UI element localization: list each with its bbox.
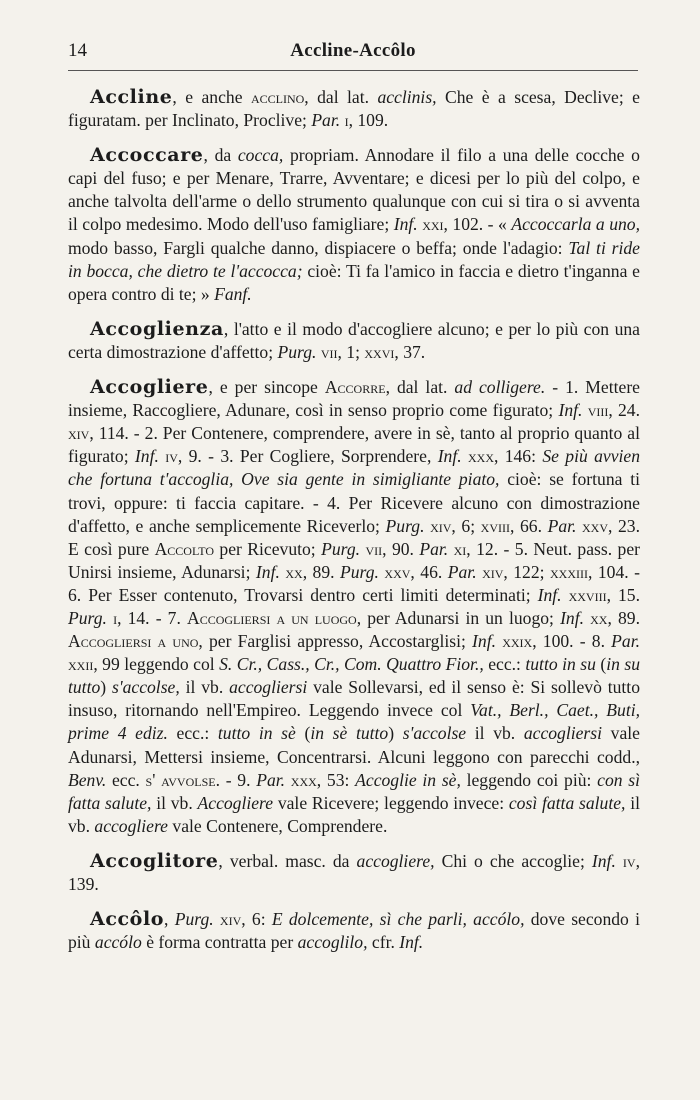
small-caps-text: i <box>113 607 118 628</box>
entry-text: cioè: Ti fa l'amico in faccia e dietro t'inganna e opera contro di te; » <box>68 260 640 304</box>
entry-text: , 109. <box>348 110 389 131</box>
entry-text: per Ricevuto; <box>213 538 322 559</box>
entry-headword: Accoglitore <box>90 849 219 872</box>
entry-text: , 24. <box>608 400 640 421</box>
italic-text: E dolcemente, sì che parli, accólo, <box>271 909 525 930</box>
small-caps-text: Accogliersi a un luogo <box>186 607 357 628</box>
entry-text: , 15. <box>606 584 640 605</box>
italic-text: Par. <box>256 769 286 790</box>
entry-text: Chi o che accoglie; <box>434 850 592 871</box>
italic-text: Se più avvien che fortuna t'accoglia, Ove sia gente in simigliante piato, <box>68 446 641 490</box>
entry-headword: Accoccare <box>90 144 204 167</box>
small-caps-text: acclino <box>250 87 305 107</box>
small-caps-text: xxvi <box>364 341 395 362</box>
small-caps-text: xiv <box>482 561 504 582</box>
italic-text: Par. <box>611 631 641 652</box>
italic-text: Inf. <box>537 584 562 605</box>
entry-text: , 14. - 7. <box>117 607 187 628</box>
italic-text: accólo <box>94 932 142 953</box>
entry-text: , 23. E così pure <box>68 515 640 559</box>
entry-text: , 9. - 3. Per Cogliere, Sorprendere, <box>177 446 438 467</box>
italic-text: Par. <box>419 538 449 559</box>
entry-text: , 100. - 8. <box>532 631 612 652</box>
italic-text: Purg. <box>385 515 425 536</box>
small-caps-text: xxv <box>582 515 609 536</box>
italic-text: S. Cr., Cass., Cr., Com. Quattro Fior., <box>219 654 484 675</box>
italic-text: Inf. <box>558 400 583 421</box>
entry-text: , 6; <box>451 515 481 536</box>
italic-text: tutto in sè <box>217 723 296 744</box>
entry-text: cioè: se fortuna ti trovi, oppure: ti faccia capitare. - 4. Per Ricevere alcuno con dimostrazione d'affetto, e anche semplicemente Riceverlo; <box>68 469 640 536</box>
dictionary-entry <box>68 850 640 896</box>
entry-headword: Accogliere <box>90 376 209 399</box>
italic-text: Accoglie in sè, <box>355 769 461 790</box>
entry-text: , 99 leggendo col <box>93 654 220 675</box>
entry-text: ecc.: <box>483 654 526 675</box>
entry-text: vale Contenere, Comprendere. <box>168 815 388 836</box>
entry-text: il vb. <box>179 677 230 698</box>
small-caps-text: xxxiii <box>550 561 589 582</box>
italic-text: accogliere, <box>356 850 435 871</box>
italic-text: Inf. <box>591 850 616 871</box>
italic-text: Accogliere <box>197 792 274 813</box>
italic-text: Par. <box>311 110 341 131</box>
small-caps-text: xxii <box>68 654 94 675</box>
small-caps-text: xx <box>590 607 608 628</box>
entry-text: il vb. <box>151 792 198 813</box>
entry-text: , verbal. masc. da <box>218 850 357 871</box>
italic-text: in sè tutto <box>310 723 389 744</box>
italic-text: Purg. <box>340 561 379 582</box>
entry-text: vale Adunarsi, Mettersi insieme, Concentrarsi. Alcuni leggono con parecchi codd., <box>68 723 640 767</box>
italic-text: Inf. <box>472 631 496 652</box>
entry-text: , 66. <box>510 515 548 536</box>
page-number: 14 <box>68 40 87 61</box>
entry-text: , 139. <box>68 850 640 894</box>
italic-text: Purg. <box>68 607 107 628</box>
small-caps-text: xxviii <box>568 584 607 605</box>
italic-text: Inf. <box>134 446 159 467</box>
small-caps-text: viii <box>587 400 609 421</box>
entry-text: ( <box>595 654 607 675</box>
entry-headword: Accline <box>90 86 173 108</box>
italic-text: s'accolse, <box>111 677 180 698</box>
entry-text: vale Ricevere; leggendo invece: <box>273 792 509 813</box>
small-caps-text: s' avvolse <box>145 769 216 790</box>
entry-text: cfr. <box>367 932 400 953</box>
small-caps-text: xiv <box>430 515 452 536</box>
italic-text: così fatta salute, <box>508 792 626 813</box>
entry-text: ecc.: <box>167 723 218 744</box>
italic-text: Vat., Berl., Caet., Buti, prime 4 ediz. <box>68 700 640 744</box>
italic-text: Benv. <box>68 769 107 790</box>
italic-text: Purg. <box>277 341 317 362</box>
entry-text: . - 9. <box>215 769 257 790</box>
italic-text: Inf. <box>393 214 418 235</box>
entry-text: - 1. Mettere insieme, Raccogliere, Adunare, così in senso proprio come figurato; <box>68 377 640 421</box>
small-caps-text: xiv <box>68 423 90 444</box>
italic-text: Par. <box>447 561 477 582</box>
small-caps-text: iv <box>165 446 178 467</box>
entry-text: , 12. - 5. Neut. pass. per Unirsi insieme, Adunarsi; <box>68 538 640 582</box>
entry-text: , 53: <box>316 769 356 790</box>
entry-text: , <box>164 909 175 930</box>
entry-text: , 90. <box>382 538 420 559</box>
italic-text: accogliersi <box>229 677 308 698</box>
entry-text: il vb. <box>68 792 640 836</box>
small-caps-text: vii <box>320 341 338 362</box>
italic-text: accoglilo, <box>297 932 368 953</box>
entry-text: , dal lat. <box>385 377 455 398</box>
running-head: Accline-Accôlo <box>290 40 416 61</box>
entry-text: , 122; <box>503 561 551 582</box>
italic-text: Tal ti ride in bocca, che dietro te l'accocca; <box>68 237 640 281</box>
entry-text <box>562 585 569 605</box>
entry-text: ) <box>388 723 403 744</box>
italic-text: s'accolse <box>402 723 467 744</box>
italic-text: Fanf. <box>214 283 252 304</box>
entry-text: , da <box>203 145 238 166</box>
italic-text: Inf. <box>399 932 424 953</box>
small-caps-text: xx <box>285 561 303 582</box>
italic-text: ad colligere. <box>454 377 546 398</box>
entry-text: , 89. <box>302 561 341 582</box>
dictionary-entry <box>68 86 640 132</box>
entry-text: ) <box>100 677 112 698</box>
dictionary-entry <box>68 144 640 306</box>
entry-text: , 114. - 2. Per Contenere, comprendere, avere in sè, tanto al proprio quanto al figurato; <box>68 423 640 467</box>
italic-text: con sì fatta salute, <box>68 769 641 813</box>
small-caps-text: xxv <box>384 561 411 582</box>
entry-text: ( <box>295 723 311 744</box>
small-caps-text: xxx <box>290 769 317 790</box>
entry-headword: Accoglienza <box>90 317 224 340</box>
small-caps-text: vii <box>365 538 383 559</box>
entry-headword: Accôlo <box>90 908 165 931</box>
small-caps-text: xi <box>453 538 467 559</box>
small-caps-text: Accogliersi a uno <box>68 631 199 652</box>
entry-text: Che è a scesa, Declive; e figuratam. per Inclinato, Proclive; <box>68 87 640 131</box>
italic-text: Purg. <box>174 909 214 930</box>
small-caps-text: Accorre <box>324 377 386 398</box>
small-caps-text: xiv <box>219 909 242 930</box>
entry-text: è forma contratta per <box>141 932 298 953</box>
small-caps-text: xxix <box>502 631 533 652</box>
italic-text: acclinis, <box>377 87 437 107</box>
entry-text: , 102. - « <box>443 214 512 235</box>
small-caps-text: xxx <box>467 446 494 467</box>
italic-text: accogliere <box>94 815 168 836</box>
small-caps-text: xxi <box>422 214 444 235</box>
entry-text: , 89. <box>607 607 640 628</box>
dictionary-entry <box>68 318 640 364</box>
small-caps-text: xviii <box>480 515 510 536</box>
italic-text: Inf. <box>560 607 585 628</box>
entry-text: dove secondo i più <box>68 909 641 953</box>
small-caps-text: Accolto <box>154 538 214 559</box>
entry-text: , per Farglisi appresso, Accostarglisi; <box>198 631 473 652</box>
italic-text: Inf. <box>255 561 280 582</box>
entry-text: vale Sollevarsi, ed il senso è: Si sollevò tutto insuso, ritornando nell'Empireo. Leggendo invece col <box>68 677 640 721</box>
italic-text: Accoccarla a uno, <box>511 214 641 235</box>
entry-text: , 146: <box>493 446 543 467</box>
entry-text: , 46. <box>410 561 448 582</box>
entry-text: propriam. Annodare il filo a una delle cocche o capi del fuso; e per Menare, Trarre, Avventare; e dicesi per lo più del colpo, e anche talvolta dell'arme o dello strumento qualunque con cui si tira o si avventa il colpo medesimo. Modo dell'uso famigliare; <box>68 145 640 235</box>
dictionary-entry <box>68 376 640 838</box>
small-caps-text: iv <box>622 850 636 871</box>
italic-text: Inf. <box>437 446 462 467</box>
entry-text: , 6: <box>241 909 272 930</box>
entry-text: , 37. <box>394 341 426 362</box>
italic-text: Purg. <box>321 538 361 559</box>
entries-column <box>68 86 640 966</box>
entry-text: modo basso, Fargli qualche danno, dispiacere o beffa; onde l'adagio: <box>68 237 569 258</box>
entry-text: , e anche <box>172 87 251 107</box>
dictionary-entry <box>68 908 640 954</box>
page-header <box>68 36 638 71</box>
entry-text: leggendo coi più: <box>460 769 598 790</box>
italic-text: in su tutto <box>68 654 640 698</box>
entry-text: , per Adunarsi in un luogo; <box>356 607 561 628</box>
italic-text: accogliersi <box>523 723 603 744</box>
entry-text: ecc. <box>106 769 146 790</box>
entry-text: il vb. <box>466 723 524 744</box>
entry-text <box>616 851 623 871</box>
entry-text: , l'atto e il modo d'accogliere alcuno; e per lo più con una certa dimostrazione d'affetto; <box>68 318 640 362</box>
italic-text: cocca, <box>237 145 284 166</box>
entry-text: , e per sincope <box>208 377 325 398</box>
entry-text: , 1; <box>337 341 365 362</box>
small-caps-text: i <box>344 110 349 131</box>
entry-text: , dal lat. <box>304 87 378 107</box>
italic-text: Par. <box>547 515 577 536</box>
entry-text: , 104. - 6. Per Esser contenuto, Trovarsi dentro certi limiti determinati; <box>68 561 640 605</box>
italic-text: tutto in su <box>525 654 596 675</box>
